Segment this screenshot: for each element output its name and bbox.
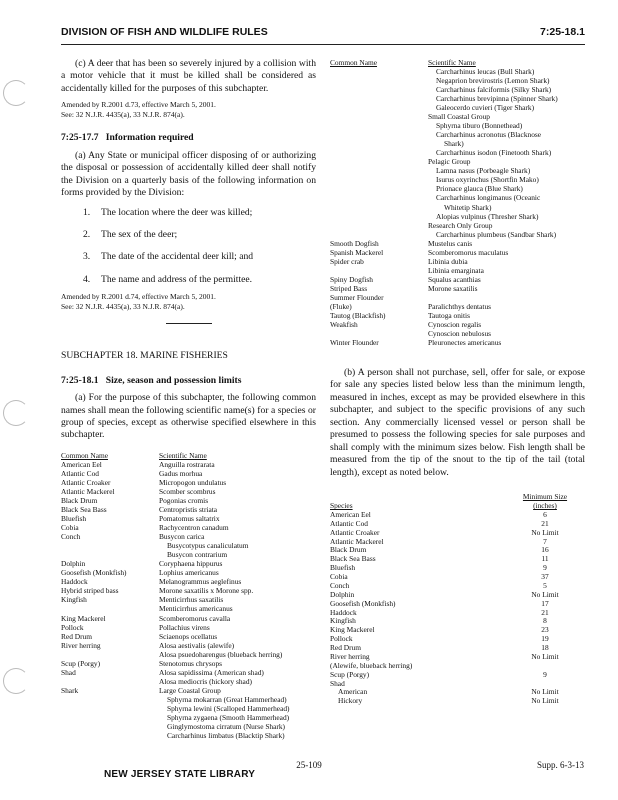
header-title: DIVISION OF FISH AND WILDLIFE RULES xyxy=(61,26,268,38)
column-header: Common Name xyxy=(61,450,109,460)
scientific-name-cell: Cynoscion nebulosus xyxy=(428,328,492,338)
table-row xyxy=(61,469,316,478)
minimum-size-cell: No Limit xyxy=(531,651,559,661)
species-cell: Black Drum xyxy=(330,545,367,555)
table-row xyxy=(330,284,585,293)
common-name-cell: Winter Flounder xyxy=(330,337,379,347)
common-name-cell: Cobia xyxy=(61,523,79,533)
scientific-name-cell: Galeocerdo cuvieri (Tiger Shark) xyxy=(436,103,535,113)
table-row xyxy=(330,239,585,248)
amendment-line: Amended by R.2001 d.74, effective March 5, 2001. xyxy=(61,292,216,302)
column-header: Common Name xyxy=(330,58,378,67)
scientific-name-cell: Busycotypus canaliculatum xyxy=(167,541,249,551)
table-row xyxy=(330,293,585,302)
table-row xyxy=(61,505,316,514)
species-cell: Atlantic Mackerel xyxy=(330,536,384,546)
species-cell: Pollock xyxy=(330,634,353,644)
common-name-cell xyxy=(61,550,159,559)
scientific-name-cell: Morone saxatilis x Morone spp. xyxy=(159,586,254,596)
common-name-cell xyxy=(330,203,428,212)
list-item xyxy=(83,207,316,219)
scientific-name-cell: Carcharhinus plumbeus (Sandbar Shark) xyxy=(436,229,557,239)
common-name-cell xyxy=(330,212,428,221)
table-row xyxy=(61,604,316,613)
scientific-name-cell: Pogonias cromis xyxy=(159,496,209,506)
scientific-name-cell: Pelagic Group xyxy=(428,157,471,167)
common-name-cell: Hybrid striped bass xyxy=(61,586,119,596)
minimum-size-cell: 21 xyxy=(541,518,549,528)
table-row xyxy=(330,203,585,212)
common-name-cell: Tautog (Blackfish) xyxy=(330,310,386,320)
table-row xyxy=(330,85,585,94)
scientific-name-cell: Carcharhinus brevipinna (Spinner Shark) xyxy=(436,94,558,104)
table-row xyxy=(330,166,585,175)
table-row xyxy=(330,184,585,193)
common-name-cell xyxy=(330,112,428,121)
common-name-cell: Black Drum xyxy=(61,496,98,506)
table-row xyxy=(330,230,585,239)
common-name-cell: Striped Bass xyxy=(330,283,368,293)
binder-hole-icon xyxy=(3,400,29,426)
common-name-cell xyxy=(61,713,159,722)
table-row xyxy=(330,697,585,706)
species-cell: King Mackerel xyxy=(330,625,375,635)
table-row xyxy=(330,148,585,157)
species-cell: River herring xyxy=(330,651,370,661)
common-name-cell xyxy=(330,103,428,112)
common-name-cell xyxy=(330,157,428,166)
table-row xyxy=(61,541,316,550)
common-name-cell: Scup (Porgy) xyxy=(61,658,101,668)
common-name-cell: Red Drum xyxy=(61,631,92,641)
common-name-cell: Atlantic Mackerel xyxy=(61,487,115,497)
common-name-cell xyxy=(330,121,428,130)
scientific-name-cell: Centropristis striata xyxy=(159,505,218,515)
scientific-name-cell: Whitetip Shark) xyxy=(444,202,492,212)
common-name-cell: King Mackerel xyxy=(61,613,106,623)
table-row xyxy=(61,568,316,577)
scientific-name-cell: Shark) xyxy=(444,139,464,149)
list-item xyxy=(83,274,316,286)
species-cell: Atlantic Cod xyxy=(330,518,368,528)
common-name-cell xyxy=(330,175,428,184)
paragraph-definitions: (a) For the purpose of this subchapter, the following common names shall mean the following scientific name(s) for a species or group of species, except as otherwise specified elsewhere in this subchapter. xyxy=(61,392,316,441)
minimum-size-cell: No Limit xyxy=(531,589,559,599)
scientific-name-cell: Carcharhinus limbatus (Blacktip Shark) xyxy=(167,730,285,740)
scientific-name-cell: Cynoscion regalis xyxy=(428,319,482,329)
table-row xyxy=(61,650,316,659)
common-name-cell xyxy=(330,266,428,275)
scientific-name-cell: Libinia dubia xyxy=(428,256,468,266)
table-row xyxy=(61,614,316,623)
common-name-cell: American Eel xyxy=(61,459,102,469)
table-row xyxy=(61,695,316,704)
common-name-cell xyxy=(330,67,428,76)
scientific-name-cell: Anguilla rostrarata xyxy=(159,459,215,469)
section-title: Size, season and possession limits xyxy=(105,374,242,386)
paragraph-a: (a) Any State or municipal officer disposing of or authorizing the disposal or possession of accidentally killed deer shall notify the Division on a quarterly basis of the following information on forms provided by the Division: xyxy=(61,149,316,199)
common-name-cell xyxy=(330,85,428,94)
list-item xyxy=(83,229,316,241)
library-stamp: NEW JERSEY STATE LIBRARY xyxy=(104,769,256,780)
minimum-size-cell: 9 xyxy=(543,563,547,573)
scientific-name-cell: Negaprion brevirostris (Lemon Shark) xyxy=(436,76,550,86)
table-row xyxy=(330,193,585,202)
scientific-name-cell: Carcharhinus isodon (Finetooth Shark) xyxy=(436,148,552,158)
common-name-cell: Pollock xyxy=(61,622,84,632)
common-name-cell: Goosefish (Monkfish) xyxy=(61,568,127,578)
page-number: 25-109 xyxy=(296,760,322,770)
common-name-cell xyxy=(330,221,428,230)
minimum-size-cell: 19 xyxy=(541,634,549,644)
species-name-table-cont xyxy=(330,58,585,347)
table-row xyxy=(61,623,316,632)
scientific-name-cell: Sphyrna tiburo (Bonnethead) xyxy=(436,121,523,131)
common-name-cell xyxy=(330,230,428,239)
species-cell: Red Drum xyxy=(330,643,361,653)
scientific-name-cell: Carcharhinus longimanus (Oceanic xyxy=(436,193,541,203)
table-row xyxy=(330,338,585,347)
scientific-name-cell: Small Coastal Group xyxy=(428,112,490,122)
common-name-cell: Kingfish xyxy=(61,595,87,605)
scientific-name-cell: Ginglymostoma cirratum (Nurse Shark) xyxy=(167,721,286,731)
species-cell: Bluefish xyxy=(330,563,356,573)
separator xyxy=(166,323,212,324)
amendment-note xyxy=(61,292,316,311)
common-name-cell: Bluefish xyxy=(61,514,87,524)
common-name-cell xyxy=(61,704,159,713)
minimum-size-cell: No Limit xyxy=(531,527,559,537)
scientific-name-cell: Scomber scombrus xyxy=(159,487,216,497)
species-cell: Dolphin xyxy=(330,589,355,599)
header-section: 7:25-18.1 xyxy=(540,26,585,38)
table-row xyxy=(61,686,316,695)
scientific-name-cell: Carcharhinus acronotus (Blacknose xyxy=(436,130,542,140)
species-cell: Conch xyxy=(330,580,350,590)
scientific-name-cell: Pleuronectes americanus xyxy=(428,337,502,347)
scientific-name-cell: Alosa sapidissima (American shad) xyxy=(159,667,264,677)
common-name-cell: River herring xyxy=(61,640,101,650)
species-cell: Kingfish xyxy=(330,616,356,626)
scientific-name-cell: Sciaenops ocellatus xyxy=(159,631,218,641)
minimum-size-cell: 21 xyxy=(541,607,549,617)
table-row xyxy=(330,221,585,230)
table-row xyxy=(330,175,585,184)
scientific-name-cell: Stenotomus chrysops xyxy=(159,658,223,668)
common-name-cell: Summer Flounder xyxy=(330,292,384,302)
column-header: (inches) xyxy=(533,501,557,511)
scientific-name-cell: Morone saxatilis xyxy=(428,283,478,293)
table-row xyxy=(330,212,585,221)
scientific-name-cell: Micropogon undulatus xyxy=(159,478,227,488)
species-cell: Goosefish (Monkfish) xyxy=(330,598,396,608)
common-name-cell xyxy=(61,650,159,659)
scientific-name-cell: Sphyrna mokarran (Great Hammerhead) xyxy=(167,694,287,704)
common-name-cell: Atlantic Croaker xyxy=(61,478,111,488)
subchapter-heading: SUBCHAPTER 18. MARINE FISHERIES xyxy=(61,350,228,362)
minimum-size-cell: 18 xyxy=(541,643,549,653)
table-row xyxy=(61,713,316,722)
table-row xyxy=(61,659,316,668)
species-cell: Scup (Porgy) xyxy=(330,669,370,679)
minimum-size-cell: 9 xyxy=(543,669,547,679)
list-item-number: 4. xyxy=(83,273,91,285)
scientific-name-cell: Rachycentron canadum xyxy=(159,523,229,533)
scientific-name-cell: Alopias vulpinus (Thresher Shark) xyxy=(436,211,539,221)
minimum-size-cell: 23 xyxy=(541,625,549,635)
info-list xyxy=(61,207,316,287)
scientific-name-cell: Large Coastal Group xyxy=(159,685,221,695)
table-row xyxy=(330,67,585,76)
species-cell: Shad xyxy=(330,678,345,688)
common-name-cell: Shark xyxy=(61,685,79,695)
minimum-size-cell: 17 xyxy=(541,598,549,608)
minimum-size-cell: 6 xyxy=(543,509,547,519)
list-item-number: 1. xyxy=(83,206,91,218)
common-name-cell xyxy=(330,329,428,338)
column-header: Scientific Name xyxy=(159,450,207,460)
scientific-name-cell: Alosa mediocris (hickory shad) xyxy=(159,676,252,686)
column-header: Scientific Name xyxy=(428,58,476,67)
section-number: 7:25-18.1 xyxy=(61,374,99,386)
scientific-name-cell: Prionace glauca (Blue Shark) xyxy=(436,184,523,194)
minimum-size-cell: 16 xyxy=(541,545,549,555)
common-name-cell xyxy=(330,166,428,175)
table-row xyxy=(61,532,316,541)
common-name-cell: Shad xyxy=(61,667,76,677)
section-title: Information required xyxy=(105,132,194,144)
scientific-name-cell: Alosa psuedoharengus (blueback herring) xyxy=(159,649,283,659)
table-row xyxy=(330,121,585,130)
column-header: Species xyxy=(330,501,353,511)
section-heading-17-7 xyxy=(61,132,316,144)
list-item xyxy=(83,251,316,263)
scientific-name-cell: Lamna nasus (Porbeagle Shark) xyxy=(436,166,531,176)
species-cell: (Alewife, blueback herring) xyxy=(330,660,413,670)
species-cell: Black Sea Bass xyxy=(330,554,376,564)
paragraph-b: (b) A person shall not purchase, sell, offer for sale, or expose for sale any species listed below less than the minimum length, measured in inches, except as may be provided elsewhere in this subchapter, and subject to the specific provisions of any such section. Any commercially licensed vessel or person shall be presumed to possess the following species for sale purposes and shall comply with the minimum sizes below. Fish length shall be measured from the tip of the snout to the tip of the tail (total length), except as noted below. xyxy=(330,367,585,478)
table-row xyxy=(330,130,585,139)
common-name-cell: (Fluke) xyxy=(330,301,352,311)
species-name-table xyxy=(61,451,316,740)
common-name-cell xyxy=(330,139,428,148)
table-row xyxy=(61,487,316,496)
table-row xyxy=(330,157,585,166)
table-row xyxy=(330,139,585,148)
common-name-cell: Black Sea Bass xyxy=(61,505,107,515)
common-name-cell xyxy=(61,695,159,704)
table-row xyxy=(330,266,585,275)
table-row xyxy=(61,632,316,641)
common-name-cell xyxy=(330,148,428,157)
scientific-name-cell: Busycon contrarium xyxy=(167,550,228,560)
scientific-name-cell: Scomberomorus cavalla xyxy=(159,613,231,623)
common-name-cell xyxy=(330,130,428,139)
minimum-size-cell: 11 xyxy=(541,554,549,564)
scientific-name-cell: Coryphaena hippurus xyxy=(159,559,223,569)
table-row xyxy=(330,103,585,112)
see-line: See: 32 N.J.R. 4435(a), 33 N.J.R. 874(a). xyxy=(61,301,185,311)
list-item-text: The location where the deer was killed; xyxy=(101,206,253,218)
common-name-cell xyxy=(61,541,159,550)
common-name-cell: Spider crab xyxy=(330,256,364,266)
table-row xyxy=(330,76,585,85)
scientific-name-cell: Pomatomus saltatrix xyxy=(159,514,220,524)
section-heading-18-1 xyxy=(61,375,316,387)
minimum-size-cell: 37 xyxy=(541,572,549,582)
common-name-cell: Haddock xyxy=(61,577,88,587)
binder-hole-icon xyxy=(3,80,29,106)
table-row xyxy=(330,248,585,257)
scientific-name-cell: Menticirrhus saxatilis xyxy=(159,595,224,605)
column-header: Minimum Size xyxy=(522,492,568,502)
table-row xyxy=(61,677,316,686)
species-cell: American Eel xyxy=(330,509,371,519)
left-column xyxy=(61,58,316,740)
common-name-cell: Weakfish xyxy=(330,319,358,329)
paragraph-c: (c) A deer that has been so severely injured by a collision with a motor vehicle that it must be killed shall be considered as accidentally killed for the purposes of this subchapter. xyxy=(61,58,316,94)
minimum-size-cell: No Limit xyxy=(531,687,559,697)
table-row xyxy=(61,577,316,586)
table-row xyxy=(61,559,316,568)
see-line: See: 32 N.J.R. 4435(a), 33 N.J.R. 874(a). xyxy=(61,109,185,119)
table-row xyxy=(61,514,316,523)
scientific-name-cell: Paralichthys dentatus xyxy=(428,301,492,311)
section-number: 7:25-17.7 xyxy=(61,132,99,144)
scientific-name-cell: Carcharhinus leucas (Bull Shark) xyxy=(436,67,535,77)
common-name-cell xyxy=(330,76,428,85)
scientific-name-cell: Tautoga onitis xyxy=(428,310,470,320)
binder-hole-icon xyxy=(3,668,29,694)
table-row xyxy=(330,257,585,266)
table-row xyxy=(330,320,585,329)
supplement-date: Supp. 6-3-13 xyxy=(537,760,584,770)
amendment-line: Amended by R.2001 d.73, effective March 5, 2001. xyxy=(61,100,216,110)
common-name-cell: Conch xyxy=(61,532,81,542)
minimum-size-table xyxy=(330,493,585,706)
scientific-name-cell: Pollachius virens xyxy=(159,622,210,632)
scientific-name-cell: Scomberomorus maculatus xyxy=(428,247,509,257)
common-name-cell: Dolphin xyxy=(61,559,86,569)
table-row xyxy=(61,586,316,595)
common-name-cell: Smooth Dogfish xyxy=(330,238,379,248)
table-row xyxy=(61,641,316,650)
list-item-text: The date of the accidental deer kill; and xyxy=(101,251,254,263)
common-name-cell xyxy=(61,677,159,686)
scientific-name-cell: Lophius americanus xyxy=(159,568,219,578)
scientific-name-cell: Carcharhinus falciformis (Silky Shark) xyxy=(436,85,552,95)
scientific-name-cell: Melanogrammus aeglefinus xyxy=(159,577,242,587)
species-cell: Cobia xyxy=(330,572,348,582)
table-row xyxy=(330,275,585,284)
table-row xyxy=(61,668,316,677)
scientific-name-cell: Isurus oxyrinchus (Shortfin Mako) xyxy=(436,175,539,185)
common-name-cell xyxy=(330,193,428,202)
list-item-number: 2. xyxy=(83,228,91,240)
table-row xyxy=(61,460,316,469)
table-row xyxy=(330,112,585,121)
scientific-name-cell: Gadus morhua xyxy=(159,469,203,478)
minimum-size-cell: 7 xyxy=(543,536,547,546)
scientific-name-cell: Squalus acanthias xyxy=(428,274,481,284)
common-name-cell xyxy=(61,731,159,740)
common-name-cell xyxy=(61,604,159,613)
list-item-text: The sex of the deer; xyxy=(101,228,178,240)
table-row xyxy=(61,595,316,604)
common-name-cell: Atlantic Cod xyxy=(61,469,99,478)
scientific-name-cell: Sphyrna zygaena (Smooth Hammerhead) xyxy=(167,712,290,722)
scientific-name-cell: Libinia emarginata xyxy=(428,265,484,275)
right-column xyxy=(330,58,585,706)
scientific-name-cell: Sphyrna lewini (Scalloped Hammerhead) xyxy=(167,703,290,713)
table-row xyxy=(61,523,316,532)
table-row xyxy=(330,302,585,311)
species-cell: American xyxy=(338,687,368,697)
table-row xyxy=(330,311,585,320)
species-cell: Haddock xyxy=(330,607,357,617)
header-rule xyxy=(61,44,585,45)
table-row xyxy=(330,94,585,103)
running-header xyxy=(61,26,585,42)
common-name-cell xyxy=(330,184,428,193)
scientific-name-cell xyxy=(428,293,585,302)
scientific-name-cell: Mustelus canis xyxy=(428,238,473,248)
common-name-cell: Spanish Mackerel xyxy=(330,247,384,257)
scientific-name-cell: Menticirrhus americanus xyxy=(159,604,233,614)
scientific-name-cell: Alosa aestivalis (alewife) xyxy=(159,640,235,650)
table-row xyxy=(61,722,316,731)
table-row xyxy=(61,550,316,559)
table-row xyxy=(61,731,316,740)
table-row xyxy=(61,478,316,487)
species-cell: Atlantic Croaker xyxy=(330,527,380,537)
list-item-number: 3. xyxy=(83,251,91,263)
scientific-name-cell: Research Only Group xyxy=(428,220,493,230)
common-name-cell xyxy=(61,722,159,731)
amendment-note xyxy=(61,100,316,119)
common-name-cell xyxy=(330,94,428,103)
table-row xyxy=(61,704,316,713)
table-row xyxy=(61,496,316,505)
common-name-cell: Spiny Dogfish xyxy=(330,274,373,284)
species-cell: Hickory xyxy=(338,696,363,706)
minimum-size-cell: 5 xyxy=(543,580,547,590)
scientific-name-cell: Busycon carica xyxy=(159,532,205,542)
table-row xyxy=(330,329,585,338)
minimum-size-cell: 8 xyxy=(543,616,547,626)
minimum-size-cell: No Limit xyxy=(531,696,559,706)
table-row xyxy=(330,671,585,680)
list-item-text: The name and address of the permittee. xyxy=(101,273,253,285)
